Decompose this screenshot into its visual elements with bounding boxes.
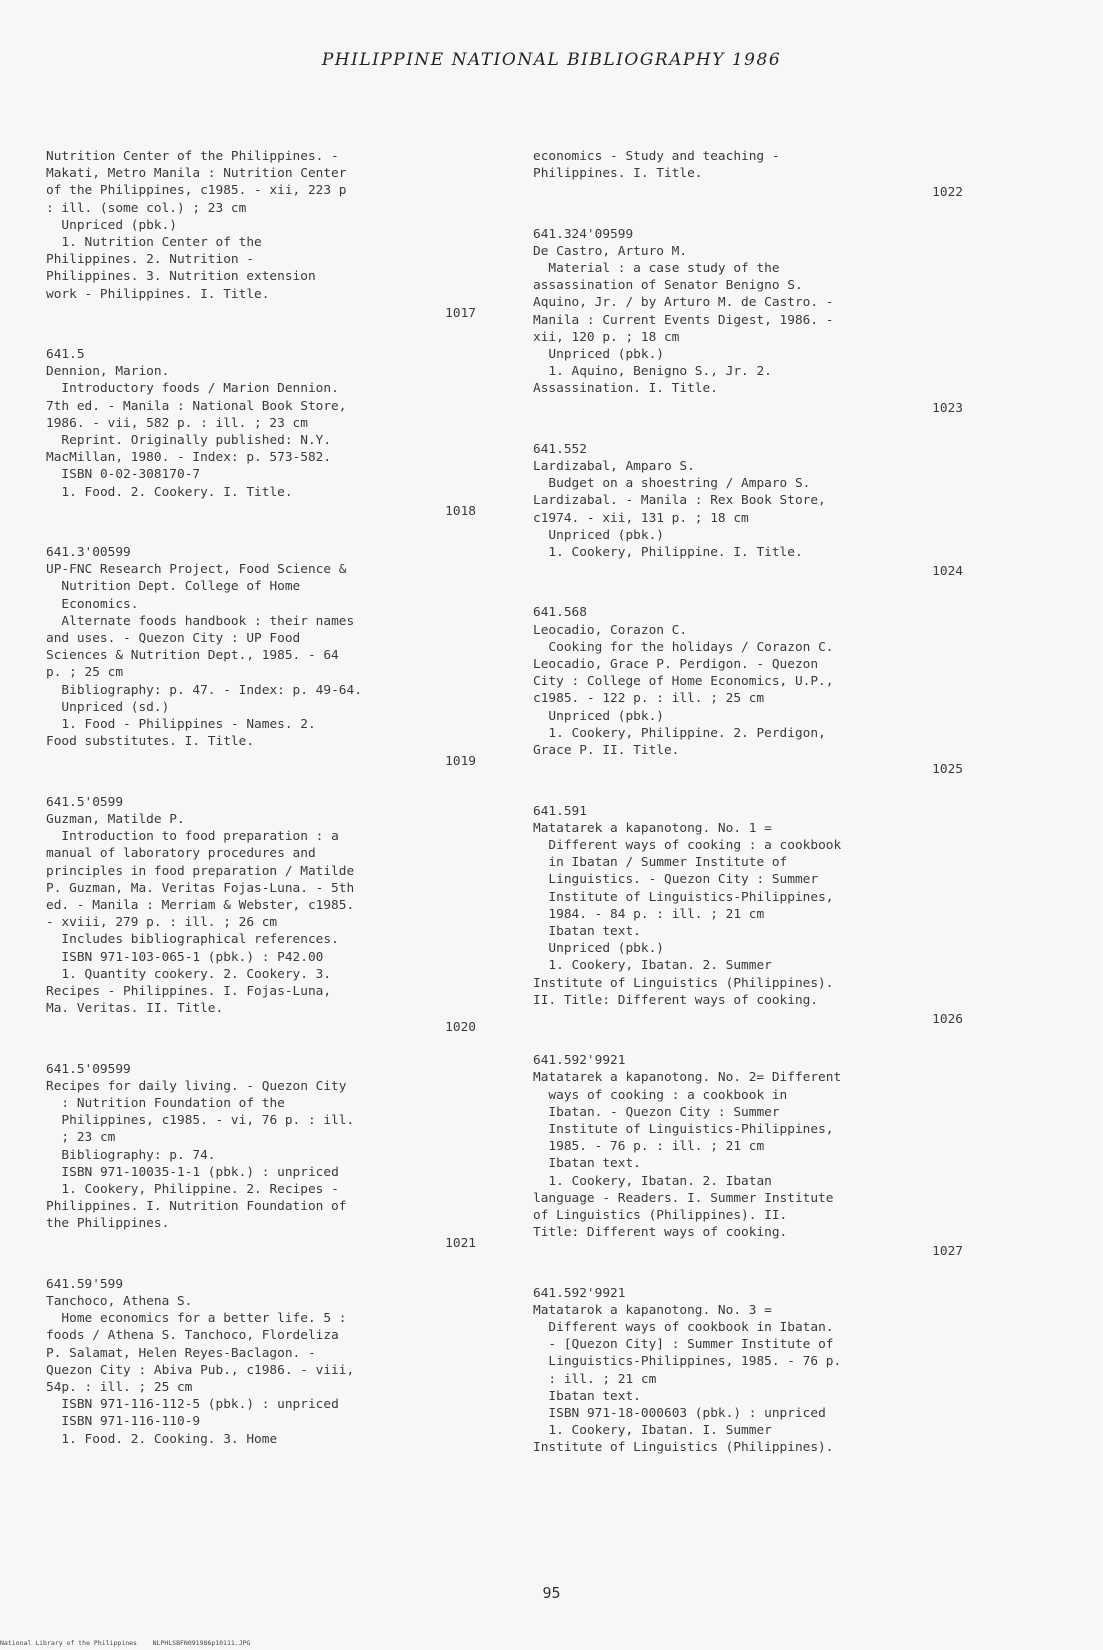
entry-number: 1018 (445, 503, 476, 519)
entry-text: economics - Study and teaching - Philippines. I. Title. (533, 149, 780, 182)
bibliography-entry (533, 803, 973, 1029)
entry-text: Matatarek a kapanotong. No. 1 = Different ways of cooking : a cookbook in Ibatan / Summer Institute of Linguistics. - Quezon City : Summer Institute of Linguistics-Philippines, 1984. - 84 p. : ill. ; 21 cm Ibatan text. Unpriced (pbk.) 1. Cookery, Ibatan. 2. Summer Institute of Linguistics (Philippines). II. Title: Different ways of cooking. (533, 820, 842, 1008)
classification-number: 641.592'9921 (533, 1285, 626, 1301)
entry-text: Nutrition Center of the Philippines. - Makati, Metro Manila : Nutrition Center of the Philippines, c1985. - xii, 223 p : ill. (some col.) ; 23 cm Unpriced (pbk.) 1. Nutrition Center of the Philippines. 2. Nutrition - Philippines. 3. Nutrition extension work - Philippines. I. Title. (46, 149, 347, 302)
entry-number: 1027 (932, 1244, 963, 1260)
entry-number: 1019 (445, 753, 476, 769)
bibliography-entry (533, 148, 973, 202)
bibliography-entry (46, 1061, 486, 1252)
entry-text: De Castro, Arturo M. Material : a case study of the assassination of Senator Benigno S. Aquino, Jr. / by Arturo M. de Castro. - Manila : Current Events Digest, 1986. - xii, 120 p. ; 18 cm Unpriced (pbk.) 1. Aquino, Benigno S., Jr. 2. Assassination. I. Title. (533, 243, 834, 397)
entry-number: 1017 (445, 305, 476, 321)
entry-text: Tanchoco, Athena S. Home economics for a better life. 5 : foods / Athena S. Tanchoco, Flordeliza P. Salamat, Helen Reyes-Baclagon. - Quezon City : Abiva Pub., c1986. - viii, 54p. : ill. ; 25 cm ISBN 971-116-112-5 (pbk.) : unpriced ISBN 971-116-110-9 1. Food. 2. Cooking. 3. Home (46, 1293, 355, 1447)
entry-number: 1021 (445, 1235, 476, 1251)
bibliography-entry (533, 604, 973, 778)
bibliography-entry (46, 1276, 486, 1448)
bibliography-entry (533, 226, 973, 417)
bibliography-entry (533, 1052, 973, 1260)
classification-number: 641.552 (533, 441, 587, 457)
classification-number: 641.5'09599 (46, 1061, 131, 1077)
right-column (533, 148, 973, 1481)
classification-number: 641.5'0599 (46, 794, 124, 810)
classification-number: 641.5 (46, 347, 85, 363)
left-column (46, 148, 486, 1472)
entry-text: Matatarok a kapanotong. No. 3 = Different ways of cookbook in Ibatan. - [Quezon City] : Summer Institute of Linguistics-Philippines, 1985. - 76 p. : ill. ; 21 cm Ibatan text. ISBN 971-18-000603 (pbk.) : unpriced 1. Cookery, Ibatan. I. Summer Institute of Linguistics (Philippines). (533, 1302, 842, 1456)
classification-number: 641.3'00599 (46, 545, 131, 561)
classification-number: 641.324'09599 (533, 226, 634, 242)
entry-text: Recipes for daily living. - Quezon City : Nutrition Foundation of the Philippines, c1985. - vi, 76 p. : ill. ; 23 cm Bibliography: p. 74. ISBN 971-10035-1-1 (pbk.) : unpriced 1. Cookery, Philippine. 2. Recipes - Philippines. I. Nutrition Foundation of the Philippines. (46, 1078, 355, 1232)
entry-number: 1022 (932, 185, 963, 201)
bibliography-entry (46, 544, 486, 770)
entry-number: 1023 (932, 400, 963, 416)
classification-number: 641.568 (533, 605, 587, 621)
entry-number: 1025 (932, 762, 963, 778)
entry-number: 1026 (932, 1011, 963, 1027)
entry-text: Dennion, Marion. Introductory foods / Marion Dennion. 7th ed. - Manila : National Book Store, 1986. - vii, 582 p. : ill. ; 23 cm Reprint. Originally published: N.Y. MacMillan, 1980. - Index: p. 573-582. ISBN 0-02-308170-7 1. Food. 2. Cookery. I. Title. (46, 364, 347, 500)
entry-text: Matatarek a kapanotong. No. 2= Different ways of cooking : a cookbook in Ibatan. - Quezon City : Summer Institute of Linguistics-Philippines, 1985. - 76 p. : ill. ; 21 cm Ibatan text. 1. Cookery, Ibatan. 2. Ibatan language - Readers. I. Summer Institute of Linguistics (Philippines). II. Title: Different ways of cooking. (533, 1070, 842, 1241)
footer-caption: National Library of the Philippines NLPHLSBFN091986p10111.JPG (0, 1639, 251, 1647)
bibliography-entry (46, 794, 486, 1037)
classification-number: 641.59'599 (46, 1276, 124, 1292)
bibliography-entry (46, 148, 486, 322)
entry-number: 1020 (445, 1020, 476, 1036)
bibliography-entry (533, 1285, 973, 1457)
entry-text: Guzman, Matilde P. Introduction to food preparation : a manual of laboratory procedures and principles in food preparation / Matilde P. Guzman, Ma. Veritas Fojas-Luna. - 5th ed. - Manila : Merriam & Webster, c1985. - xviii, 279 p. : ill. ; 26 cm Includes bibliographical references. ISBN 971-103-065-1 (pbk.) : P42.00 1. Quantity cookery. 2. Cookery. 3. Recipes - Philippines. I. Fojas-Luna, Ma. Veritas. II. Title. (46, 811, 355, 1017)
entry-text: UP-FNC Research Project, Food Science & Nutrition Dept. College of Home Economics. Alternate foods handbook : their names and uses. - Quezon City : UP Food Sciences & Nutrition Dept., 1985. - 64 p. ; 25 cm Bibliography: p. 47. - Index: p. 49-64. Unpriced (sd.) 1. Food - Philippines - Names. 2. Food substitutes. I. Title. (46, 562, 362, 750)
bibliography-entry (46, 346, 486, 520)
entry-text: Lardizabal, Amparo S. Budget on a shoestring / Amparo S. Lardizabal. - Manila : Rex Book Store, c1974. - xii, 131 p. ; 18 cm Unpriced (pbk.) 1. Cookery, Philippine. I. Title. (533, 459, 826, 561)
classification-number: 641.591 (533, 803, 587, 819)
classification-number: 641.592'9921 (533, 1053, 626, 1069)
entry-number: 1024 (932, 564, 963, 580)
page-number: 95 (542, 1584, 561, 1602)
page-header: PHILIPPINE NATIONAL BIBLIOGRAPHY 1986 (321, 50, 782, 70)
entry-text: Leocadio, Corazon C. Cooking for the holidays / Corazon C. Leocadio, Grace P. Perdigon. - Quezon City : College of Home Economics, U.P., c1985. - 122 p. : ill. ; 25 cm Unpriced (pbk.) 1. Cookery, Philippine. 2. Perdigon, Grace P. II. Title. (533, 622, 834, 759)
bibliography-entry (533, 441, 973, 581)
